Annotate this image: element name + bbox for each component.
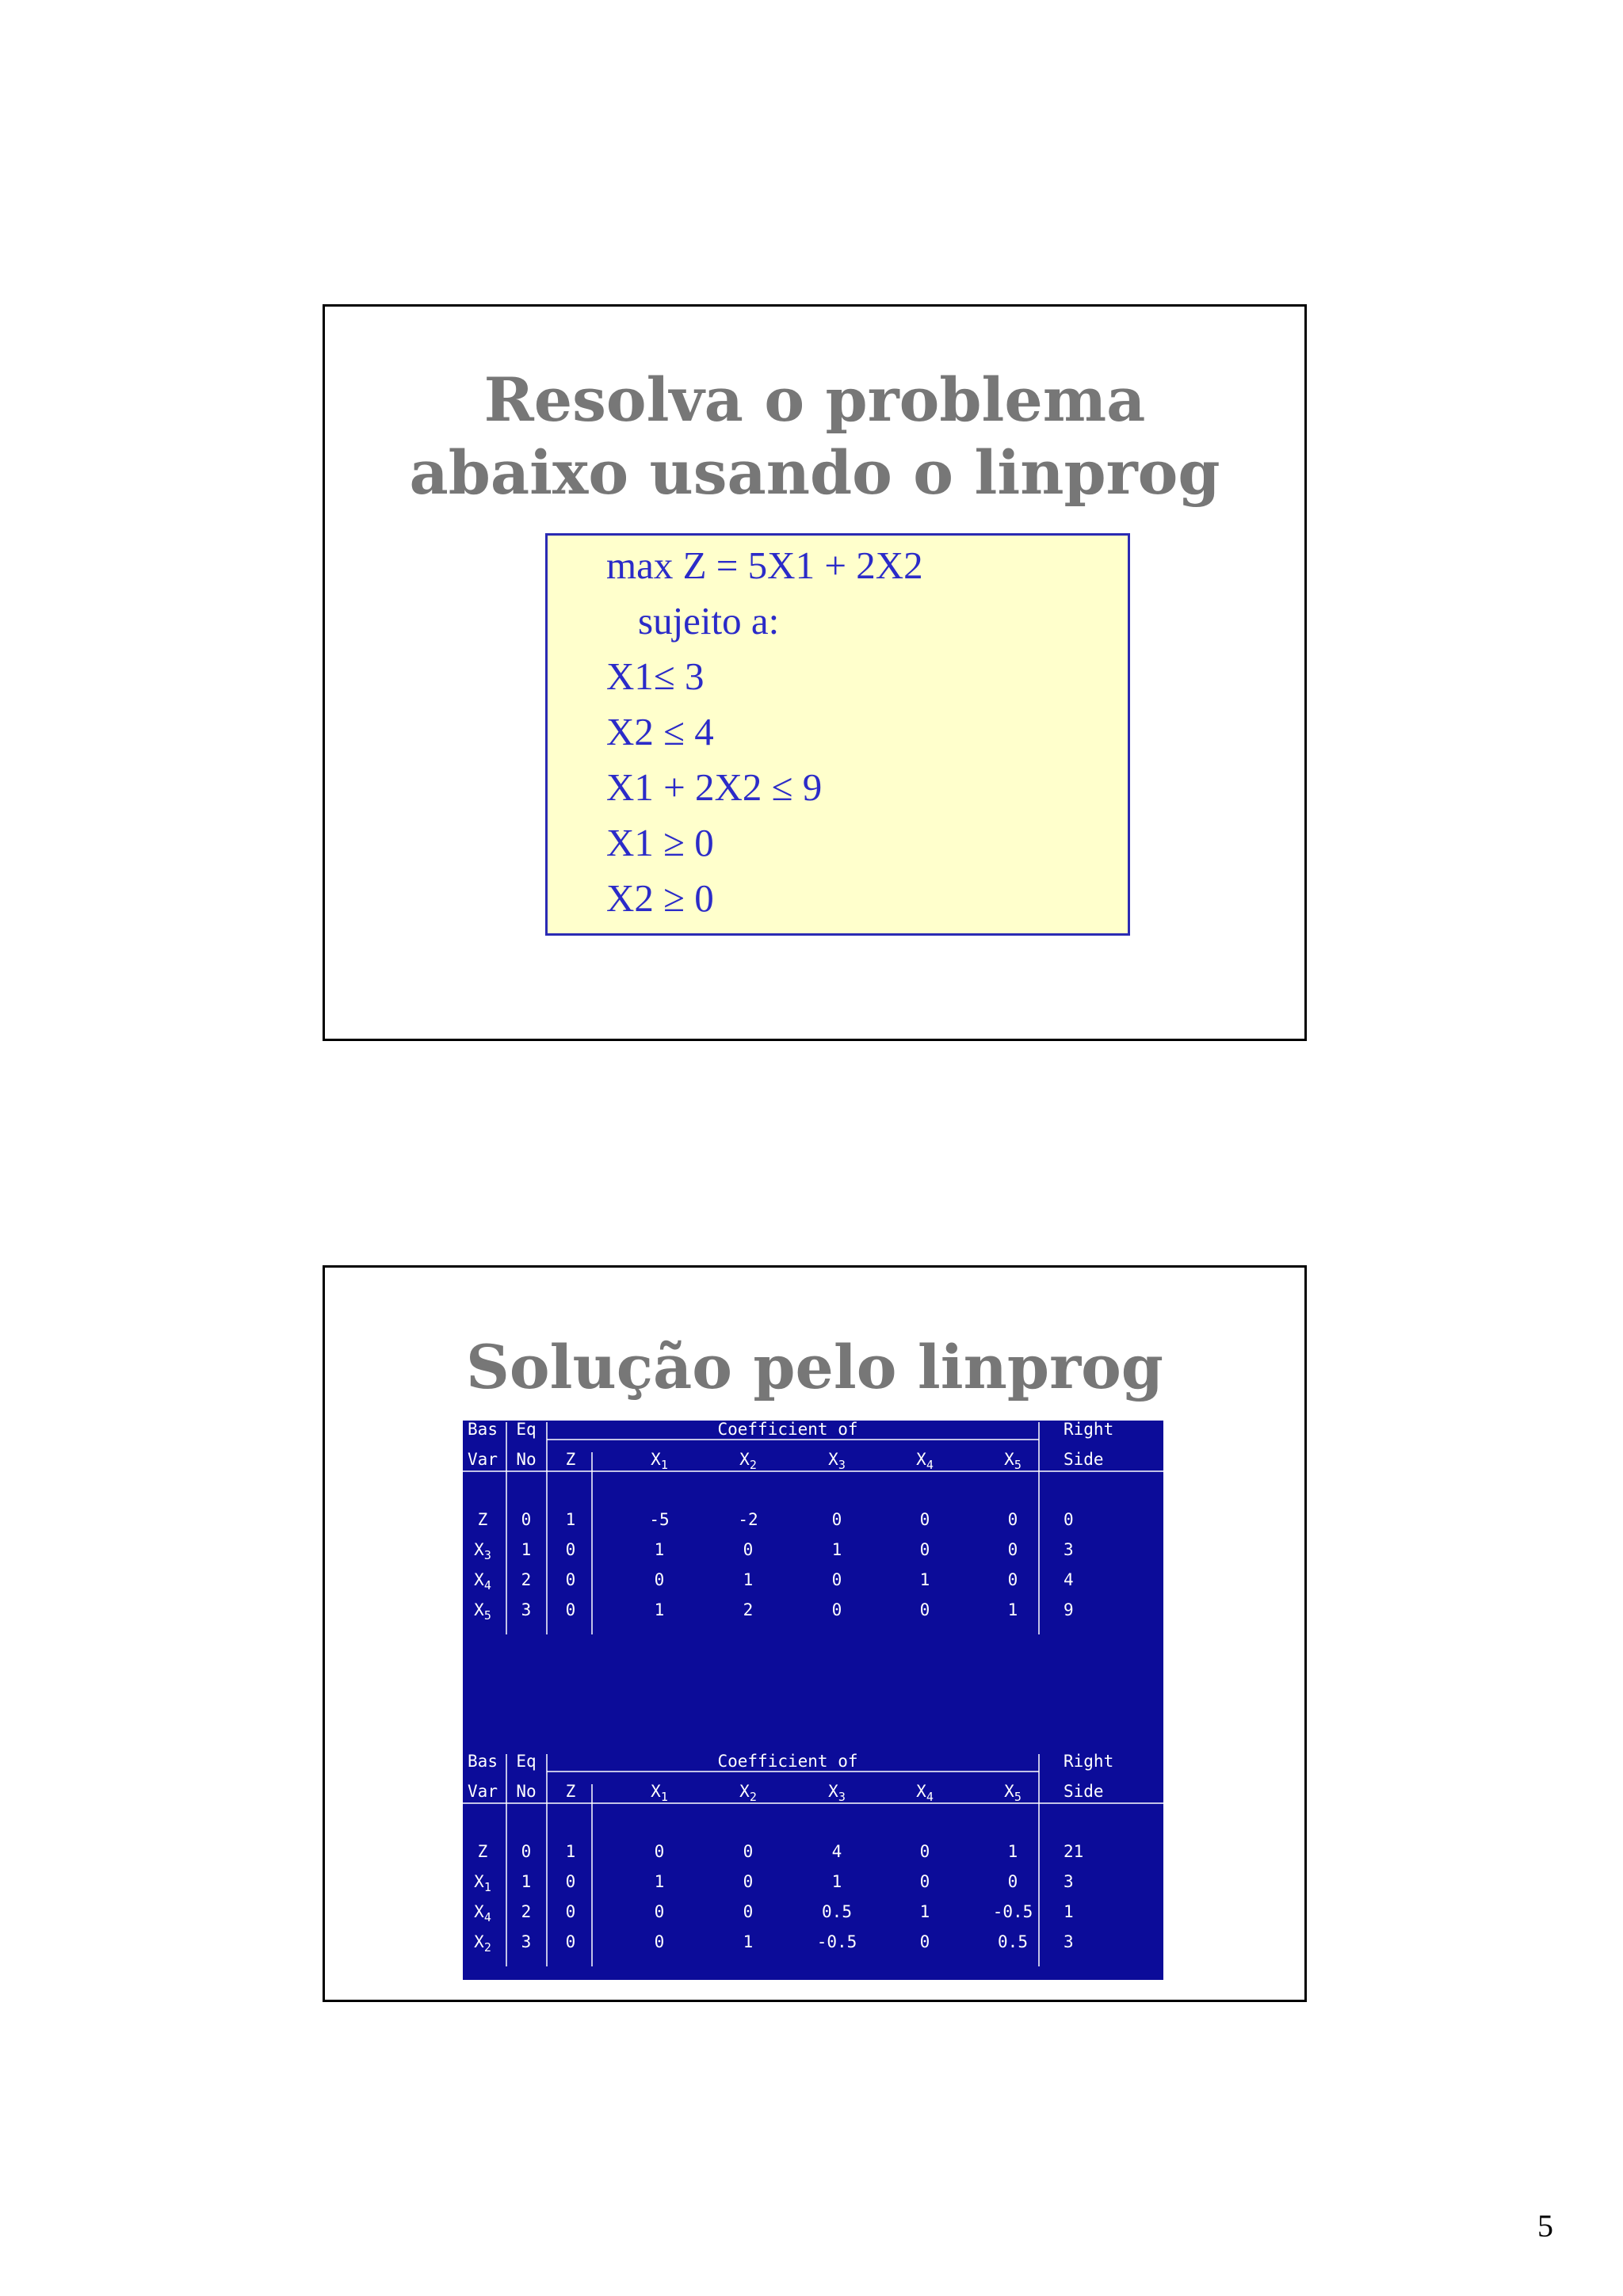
slide-solution (323, 1265, 1307, 2002)
header-eq: Eq (516, 1752, 537, 1771)
header-x3: $X_3$ (828, 1450, 846, 1472)
slide-problem (323, 304, 1307, 1041)
tableau-cell: 0 (743, 1902, 754, 1921)
constraint-2: X2 ≤ 4 (606, 710, 714, 753)
tableau-cell: 1 (743, 1932, 754, 1951)
row-basic-variable: $X_1$ (474, 1872, 491, 1894)
tableau-cell: 0 (831, 1600, 842, 1619)
simplex-tableau-panel (463, 1421, 1163, 1980)
row-basic-variable: $X_5$ (474, 1600, 491, 1623)
tableau-cell: 0 (565, 1872, 576, 1891)
tableau-cell: 0 (654, 1932, 665, 1951)
header-side: Side (1064, 1450, 1104, 1469)
constraint-5: X2 ≥ 0 (606, 876, 714, 920)
tableau-cell: 3 (1064, 1932, 1074, 1951)
tableau-cell: 0.5 (822, 1902, 852, 1921)
header-z: Z (565, 1450, 576, 1469)
tableau-cell: 1 (831, 1540, 842, 1559)
constraint-4: X1 ≥ 0 (606, 821, 714, 864)
tableau-cell: 0 (919, 1510, 930, 1529)
header-x2: $X_2$ (739, 1782, 757, 1804)
row-equation-number: 1 (521, 1872, 532, 1891)
tableau-cell: -0.5 (992, 1902, 1033, 1921)
tableau-cell: 0 (743, 1540, 754, 1559)
tableau-cell: 21 (1064, 1842, 1084, 1861)
tableau-cell: 1 (565, 1510, 576, 1529)
row-basic-variable: Z (477, 1842, 488, 1861)
tableau-cell: 0 (1064, 1510, 1074, 1529)
header-bas: Bas (468, 1752, 498, 1771)
title-line-1: Resolva o problema (483, 364, 1146, 435)
row-basic-variable: $X_3$ (474, 1540, 491, 1562)
header-x1: $X_1$ (651, 1450, 668, 1472)
header-coefficient-of: Coefficient of (717, 1752, 858, 1771)
header-bas: Bas (468, 1421, 498, 1439)
header-z: Z (565, 1782, 576, 1801)
tableau-cell: 0 (831, 1510, 842, 1529)
row-equation-number: 3 (521, 1600, 532, 1619)
tableau-cell: 0 (743, 1872, 754, 1891)
tableau-cell: 1 (654, 1600, 665, 1619)
tableau-cell: 2 (743, 1600, 754, 1619)
header-right: Right (1064, 1752, 1114, 1771)
tableau-cell: -0.5 (816, 1932, 857, 1951)
tableau-cell: 0 (654, 1902, 665, 1921)
row-equation-number: 0 (521, 1510, 532, 1529)
header-no: No (516, 1782, 537, 1801)
tableau-cell: 0 (565, 1932, 576, 1951)
tableau-cell: 0 (919, 1540, 930, 1559)
row-equation-number: 2 (521, 1902, 532, 1921)
header-x4: $X_4$ (916, 1782, 934, 1804)
header-x1: $X_1$ (651, 1782, 668, 1804)
tableau-cell: -2 (738, 1510, 758, 1529)
header-side: Side (1064, 1782, 1104, 1801)
subject-to-label: sujeito a: (638, 599, 780, 643)
header-x5: $X_5$ (1004, 1450, 1022, 1472)
header-right: Right (1064, 1421, 1114, 1439)
tableau-cell: 1 (743, 1570, 754, 1589)
tableau-cell: 0 (654, 1842, 665, 1861)
header-eq: Eq (516, 1421, 537, 1439)
title-line-2: abaixo usando o linprog (409, 437, 1220, 508)
row-basic-variable: Z (477, 1510, 488, 1529)
row-basic-variable: $X_2$ (474, 1932, 491, 1955)
tableau-cell: 0 (743, 1842, 754, 1861)
tableau-cell: 4 (831, 1842, 842, 1861)
header-x4: $X_4$ (916, 1450, 934, 1472)
tableau-cell: 1 (1064, 1902, 1074, 1921)
header-x3: $X_3$ (828, 1782, 846, 1804)
tableau-cell: 0 (1007, 1510, 1018, 1529)
tableau-cell: 0 (919, 1600, 930, 1619)
tableau-cell: 0 (654, 1570, 665, 1589)
header-var: Var (468, 1450, 498, 1469)
tableau-cell: 1 (654, 1540, 665, 1559)
tableau-cell: 0 (1007, 1570, 1018, 1589)
tableau-cell: 0 (565, 1570, 576, 1589)
header-var: Var (468, 1782, 498, 1801)
simplex-tableaus (463, 1421, 1163, 1980)
tableau-cell: -5 (649, 1510, 670, 1529)
tableau-cell: 1 (919, 1902, 930, 1921)
row-equation-number: 1 (521, 1540, 532, 1559)
problem-statement-box (545, 533, 1130, 936)
slide-title (325, 364, 1304, 509)
tableau-cell: 0 (1007, 1872, 1018, 1891)
tableau-cell: 1 (919, 1570, 930, 1589)
row-basic-variable: $X_4$ (474, 1570, 491, 1592)
row-basic-variable: $X_4$ (474, 1902, 491, 1924)
tableau-cell: 9 (1064, 1600, 1074, 1619)
tableau-cell: 0 (565, 1902, 576, 1921)
header-x2: $X_2$ (739, 1450, 757, 1472)
tableau-cell: 0.5 (998, 1932, 1028, 1951)
tableau-cell: 1 (654, 1872, 665, 1891)
tableau-cell: 1 (831, 1872, 842, 1891)
slide-title: Solução pelo linprog (466, 1332, 1163, 1402)
tableau-cell: 0 (831, 1570, 842, 1589)
header-coefficient-of: Coefficient of (717, 1421, 858, 1439)
constraint-3: X1 + 2X2 ≤ 9 (606, 765, 823, 809)
page-number: 5 (1537, 2208, 1553, 2244)
tableau-cell: 0 (1007, 1540, 1018, 1559)
tableau-cell: 0 (919, 1932, 930, 1951)
row-equation-number: 2 (521, 1570, 532, 1589)
tableau-cell: 4 (1064, 1570, 1074, 1589)
row-equation-number: 0 (521, 1842, 532, 1861)
tableau-cell: 0 (919, 1872, 930, 1891)
tableau-cell: 3 (1064, 1872, 1074, 1891)
tableau-cell: 1 (1007, 1600, 1018, 1619)
tableau-cell: 3 (1064, 1540, 1074, 1559)
tableau-cell: 0 (565, 1600, 576, 1619)
header-x5: $X_5$ (1004, 1782, 1022, 1804)
objective-function: max Z = 5X1 + 2X2 (606, 543, 923, 587)
tableau-cell: 0 (565, 1540, 576, 1559)
tableau-cell: 1 (1007, 1842, 1018, 1861)
header-no: No (516, 1450, 537, 1469)
tableau-cell: 1 (565, 1842, 576, 1861)
constraint-1: X1≤ 3 (606, 654, 705, 698)
row-equation-number: 3 (521, 1932, 532, 1951)
tableau-cell: 0 (919, 1842, 930, 1861)
